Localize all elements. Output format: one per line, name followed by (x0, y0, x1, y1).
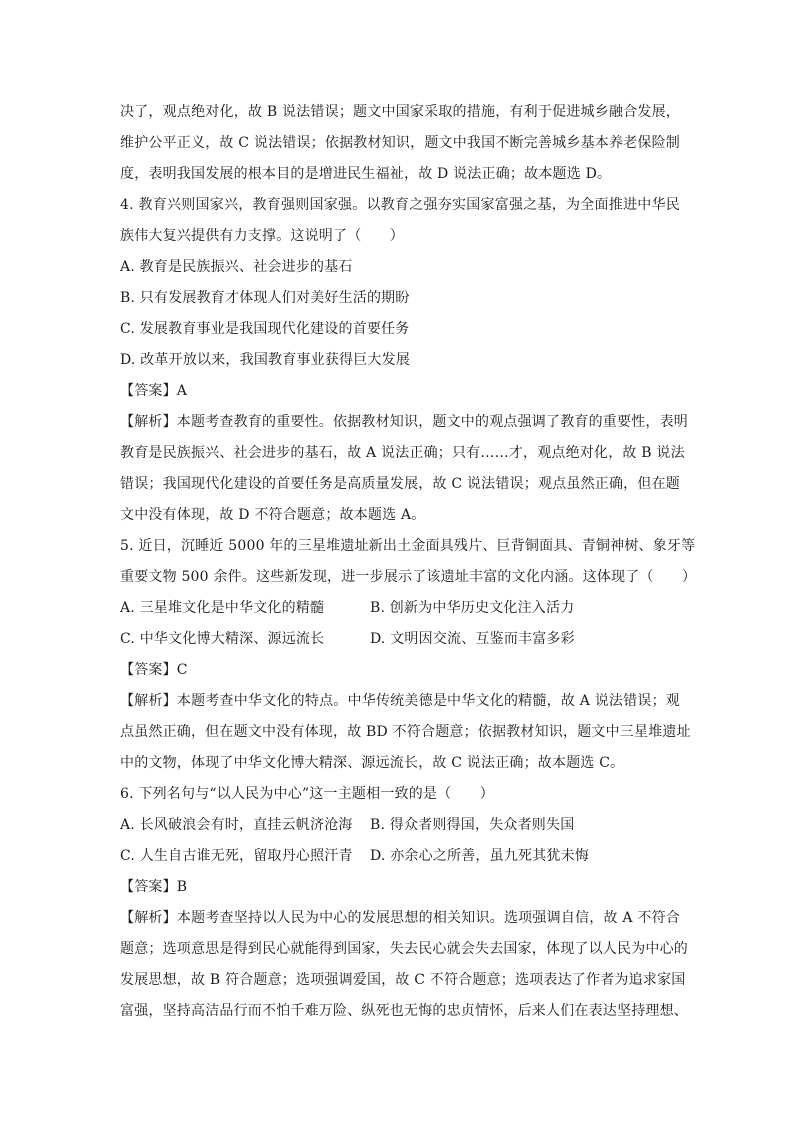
q5-options-row-1 (120, 593, 680, 624)
q4-option-c: C. 发展教育事业是我国现代化建设的首要任务 (120, 321, 410, 337)
q5-option-c: C. 中华文化博大精深、源远流长 (120, 631, 325, 647)
q6-options-row-2 (120, 841, 680, 872)
q5-analysis-line-3: 中的文物，体现了中华文化博大精深、源远流长，故 C 说法正确；故本题选 C。 (120, 755, 625, 771)
q6-option-b: B. 得众者则得国，失众者则失国 (370, 817, 575, 833)
q5-option-d: D. 文明因交流、互鉴而丰富多彩 (370, 631, 575, 647)
q5-analysis-line-1: 【解析】本题考查中华文化的特点。中华传统美德是中华文化的精髓，故 A 说法错误；观 (120, 693, 680, 709)
q4-stem-line-1: 4. 教育兴则国家兴，教育强则国家强。以教育之强夯实国家富强之基，为全面推进中华民 (120, 197, 680, 213)
q6-options-row-1 (120, 810, 680, 841)
q4-answer: 【答案】A (120, 383, 188, 399)
q6-analysis-line-2: 题意；选项意思是得到民心就能得到国家，失去民心就会失去国家，体现了以人民为中心的 (120, 941, 688, 957)
q6-analysis-line-1: 【解析】本题考查坚持以人民为中心的发展思想的相关知识。选项强调自信，故 A 不符合 (120, 910, 680, 926)
q4-analysis-line-3: 错误；我国现代化建设的首要任务是高质量发展，故 C 说法错误；观点虽然正确，但在题 (120, 476, 680, 492)
intro-line-2: 维护公平正义，故 C 说法错误；依据教材知识，题文中我国不断完善城乡基本养老保险制 (120, 135, 680, 151)
q6-option-c: C. 人生自古谁无死，留取丹心照汗青 (120, 848, 353, 864)
q4-option-d: D. 改革开放以来，我国教育事业获得巨大发展 (120, 352, 411, 368)
q4-analysis-line-4: 文中没有体现，故 D 不符合题意；故本题选 A。 (120, 507, 426, 523)
document-page (120, 97, 697, 1027)
q6-option-d: D. 亦余心之所善，虽九死其犹未悔 (370, 848, 590, 864)
q6-analysis-line-3: 发展思想，故 B 符合题意；选项强调爱国，故 C 不符合题意；选项表达了作者为追求家国 (120, 972, 686, 988)
q4-option-b: B. 只有发展教育才体现人们对美好生活的期盼 (120, 290, 410, 306)
q5-analysis-line-2: 点虽然正确，但在题文中没有体现，故 BD 不符合题意；依据教材知识，题文中三星堆遗址 (120, 724, 691, 740)
q6-analysis-line-4: 富强，坚持高洁品行而不怕千难万险、纵死也无悔的忠贞情怀，后来人们在表达坚持理想、 (120, 1003, 688, 1019)
q4-stem-line-2: 族伟大复兴提供有力支撑。这说明了（ ） (120, 228, 404, 244)
q5-answer: 【答案】C (120, 662, 188, 678)
q5-stem-line-2: 重要文物 500 余件。这些新发现，进一步展示了该遗址丰富的文化内涵。这体现了（ ） (120, 569, 697, 585)
q5-options-row-2 (120, 624, 680, 655)
q5-option-b: B. 创新为中华历史文化注入活力 (370, 600, 575, 616)
q6-stem-line-1: 6. 下列名句与“以人民为中心”这一主题相一致的是（ ） (120, 786, 494, 802)
q5-option-a: A. 三星堆文化是中华文化的精髓 (120, 600, 325, 616)
q6-option-a: A. 长风破浪会有时，直挂云帆济沧海 (120, 817, 353, 833)
intro-line-3: 度，表明我国发展的根本目的是增进民生福祉，故 D 说法正确；故本题选 D。 (120, 166, 612, 182)
q6-answer: 【答案】B (120, 879, 188, 895)
q4-analysis-line-2: 教育是民族振兴、社会进步的基石，故 A 说法正确；只有……才，观点绝对化，故 B 说法 (120, 445, 685, 461)
q4-option-a: A. 教育是民族振兴、社会进步的基石 (120, 259, 353, 275)
q5-stem-line-1: 5. 近日，沉睡近 5000 年的三星堆遗址新出土金面具残片、巨背铜面具、青铜神树、象牙等 (120, 538, 696, 554)
q4-analysis-line-1: 【解析】本题考查教育的重要性。依据教材知识，题文中的观点强调了教育的重要性，表明 (120, 414, 688, 430)
intro-line-1: 决了，观点绝对化，故 B 说法错误；题文中国家采取的措施，有利于促进城乡融合发展， (120, 104, 680, 120)
